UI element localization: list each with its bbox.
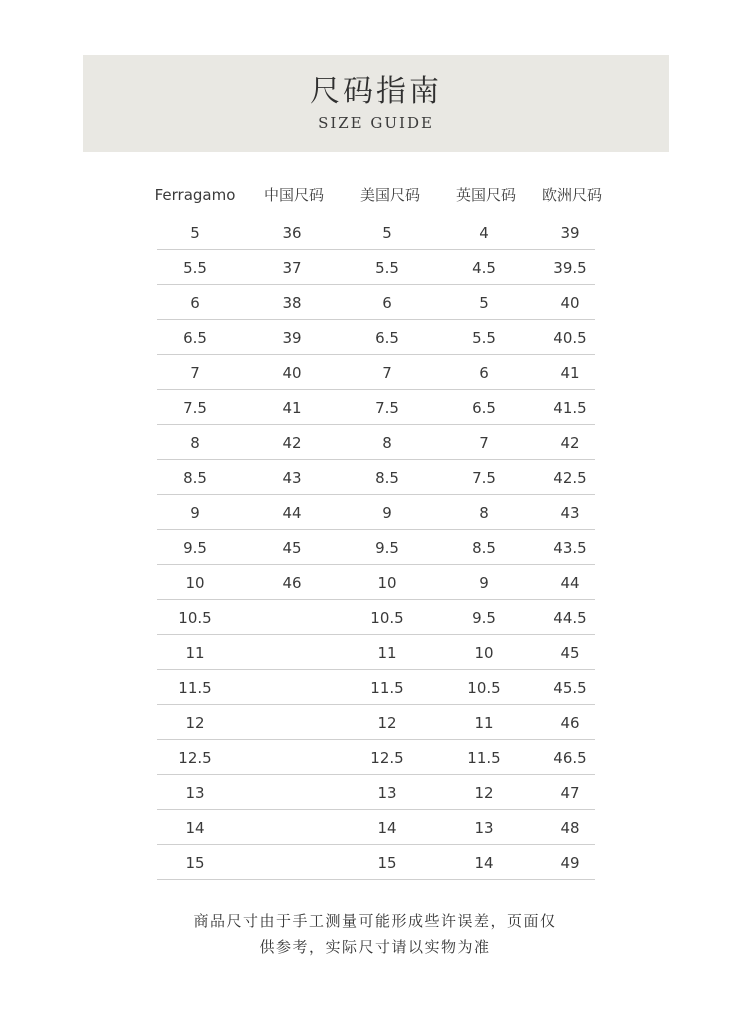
cell-ferragamo-size: 6.5 [183,329,207,347]
cell-cn-size [254,775,330,809]
page-title: 尺码指南 [310,74,442,109]
cell-us-size: 6 [382,294,392,312]
cell-us-size: 15 [377,854,397,872]
cell-cn-size [254,740,330,774]
cell-eu-size: 45 [560,644,580,662]
cell-ferragamo-size: 7 [190,364,200,382]
cell-us-size: 7.5 [375,399,399,417]
cell-ferragamo-size: 11.5 [178,679,212,697]
cell-cn-size: 44 [282,504,302,522]
cell-cn-size [254,670,330,704]
cell-eu-size: 42.5 [553,469,587,487]
size-table [0,215,750,880]
cell-cn-size: 37 [282,259,302,277]
table-row [157,320,595,355]
cell-cn-size [254,600,330,634]
cell-ferragamo-size: 13 [185,784,205,802]
cell-ferragamo-size: 11 [185,644,205,662]
cell-uk-size: 10.5 [467,679,501,697]
cell-uk-size: 11 [474,714,494,732]
disclaimer-line-1: 商品尺寸由于手工测量可能形成些许误差，页面仅 [193,912,557,930]
cell-cn-size: 36 [282,224,302,242]
table-row [157,775,595,810]
cell-eu-size: 49 [560,854,580,872]
cell-uk-size: 4 [479,224,489,242]
cell-uk-size: 5.5 [472,329,496,347]
cell-us-size: 8 [382,434,392,452]
cell-eu-size: 43 [560,504,580,522]
cell-ferragamo-size: 12 [185,714,205,732]
header-cn-size: 中国尺码 [263,186,324,204]
cell-ferragamo-size: 14 [185,819,205,837]
header-eu-size: 欧洲尺码 [541,186,602,204]
title-banner [83,55,669,152]
cell-uk-size: 10 [474,644,494,662]
table-row [157,635,595,670]
table-row [157,530,595,565]
cell-ferragamo-size: 5.5 [183,259,207,277]
cell-uk-size: 6 [479,364,489,382]
cell-eu-size: 39.5 [553,259,587,277]
disclaimer-line-2: 供参考，实际尺寸请以实物为准 [259,938,491,956]
table-row [157,845,595,880]
page-subtitle: SIZE GUIDE [318,114,434,132]
cell-eu-size: 44.5 [553,609,587,627]
cell-cn-size: 40 [282,364,302,382]
cell-eu-size: 42 [560,434,580,452]
cell-ferragamo-size: 7.5 [183,399,207,417]
table-row [157,495,595,530]
cell-eu-size: 47 [560,784,580,802]
cell-ferragamo-size: 9.5 [183,539,207,557]
cell-uk-size: 12 [474,784,494,802]
cell-eu-size: 46 [560,714,580,732]
cell-uk-size: 4.5 [472,259,496,277]
cell-cn-size: 45 [282,539,302,557]
cell-uk-size: 7 [479,434,489,452]
cell-eu-size: 45.5 [553,679,587,697]
cell-eu-size: 41 [560,364,580,382]
cell-eu-size: 43.5 [553,539,587,557]
table-row [157,460,595,495]
table-row [157,565,595,600]
cell-us-size: 7 [382,364,392,382]
cell-uk-size: 9 [479,574,489,592]
cell-ferragamo-size: 15 [185,854,205,872]
cell-uk-size: 5 [479,294,489,312]
cell-uk-size: 14 [474,854,494,872]
cell-cn-size [254,705,330,739]
cell-eu-size: 46.5 [553,749,587,767]
cell-uk-size: 6.5 [472,399,496,417]
table-row [157,670,595,705]
cell-uk-size: 8.5 [472,539,496,557]
cell-ferragamo-size: 10 [185,574,205,592]
cell-uk-size: 7.5 [472,469,496,487]
table-row [157,740,595,775]
cell-us-size: 5 [382,224,392,242]
cell-ferragamo-size: 10.5 [178,609,212,627]
cell-us-size: 9 [382,504,392,522]
cell-us-size: 9.5 [375,539,399,557]
cell-ferragamo-size: 6 [190,294,200,312]
cell-us-size: 11 [377,644,397,662]
cell-cn-size: 39 [282,329,302,347]
table-row [157,355,595,390]
cell-ferragamo-size: 8 [190,434,200,452]
table-row [157,250,595,285]
header-ferragamo: Ferragamo [154,186,236,204]
cell-ferragamo-size: 8.5 [183,469,207,487]
cell-eu-size: 40 [560,294,580,312]
cell-uk-size: 9.5 [472,609,496,627]
table-row [157,600,595,635]
cell-us-size: 10 [377,574,397,592]
cell-eu-size: 39 [560,224,580,242]
cell-eu-size: 41.5 [553,399,587,417]
disclaimer [0,908,750,960]
cell-uk-size: 13 [474,819,494,837]
cell-cn-size [254,810,330,844]
cell-us-size: 13 [377,784,397,802]
cell-cn-size: 43 [282,469,302,487]
cell-us-size: 12 [377,714,397,732]
cell-cn-size: 38 [282,294,302,312]
cell-us-size: 6.5 [375,329,399,347]
cell-us-size: 5.5 [375,259,399,277]
cell-eu-size: 48 [560,819,580,837]
header-uk-size: 英国尺码 [455,186,516,204]
table-row [157,705,595,740]
cell-us-size: 11.5 [370,679,404,697]
cell-us-size: 8.5 [375,469,399,487]
cell-eu-size: 44 [560,574,580,592]
cell-us-size: 12.5 [370,749,404,767]
cell-uk-size: 8 [479,504,489,522]
cell-ferragamo-size: 12.5 [178,749,212,767]
table-row [157,810,595,845]
cell-cn-size: 42 [282,434,302,452]
cell-cn-size: 46 [282,574,302,592]
table-row [157,215,595,250]
cell-cn-size: 41 [282,399,302,417]
table-header [0,180,750,210]
cell-cn-size [254,845,330,879]
cell-uk-size: 11.5 [467,749,501,767]
table-row [157,425,595,460]
header-us-size: 美国尺码 [359,186,420,204]
cell-eu-size: 40.5 [553,329,587,347]
cell-us-size: 10.5 [370,609,404,627]
cell-ferragamo-size: 9 [190,504,200,522]
cell-cn-size [254,635,330,669]
table-row [157,285,595,320]
table-row [157,390,595,425]
cell-us-size: 14 [377,819,397,837]
cell-ferragamo-size: 5 [190,224,200,242]
